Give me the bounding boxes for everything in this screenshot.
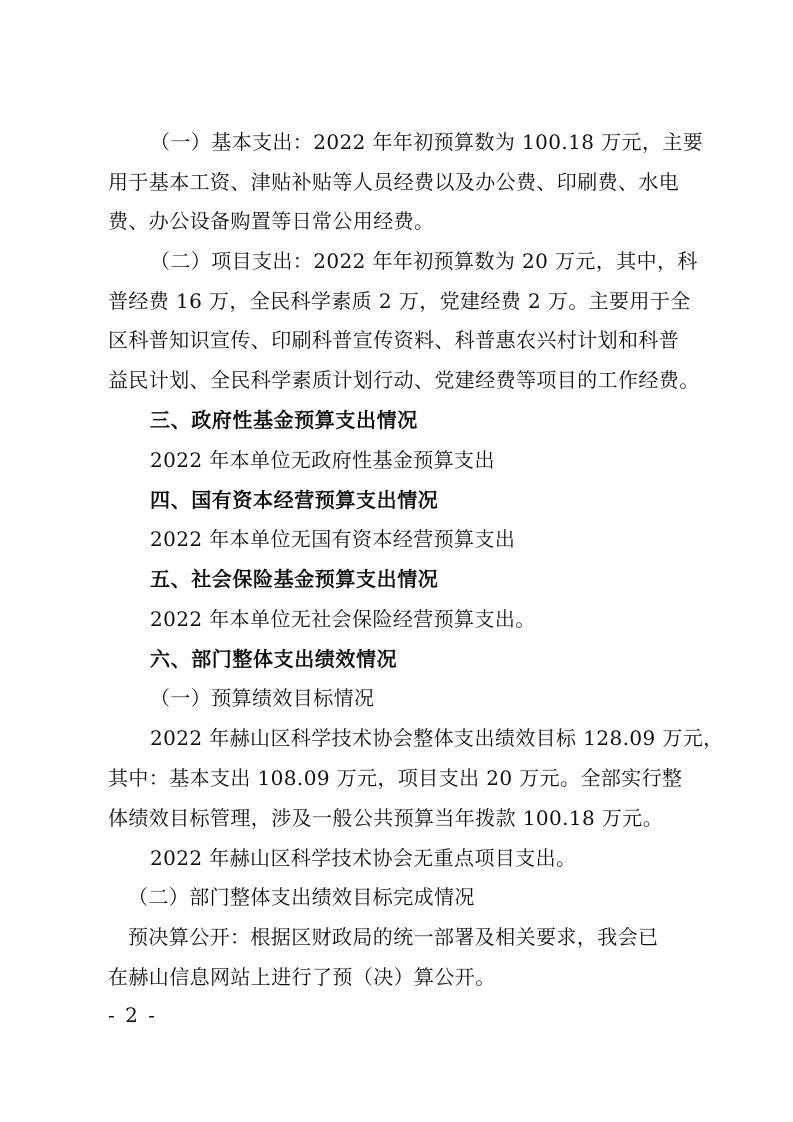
government-fund-text: 2022 年本单位无政府性基金预算支出 bbox=[150, 448, 495, 472]
subheading-performance-targets: （一）预算绩效目标情况 bbox=[150, 686, 375, 710]
subheading-target-completion: （二）部门整体支出绩效目标完成情况 bbox=[128, 885, 475, 909]
basic-expenditure-para-line-2: 用于基本工资、津贴补贴等人员经费以及办公费、印刷费、水电 bbox=[108, 170, 680, 194]
performance-targets-para-line-2: 其中：基本支出 108.09 万元，项目支出 20 万元。全部实行整 bbox=[108, 766, 683, 790]
basic-expenditure-para-line-3: 费、办公设备购置等日常公用经费。 bbox=[108, 209, 435, 233]
performance-targets-para-line-1: 2022 年赫山区科学技术协会整体支出绩效目标 128.09 万元， bbox=[150, 726, 724, 750]
page-number: - 2 - bbox=[108, 1003, 157, 1027]
section-heading-social-insurance: 五、社会保险基金预算支出情况 bbox=[150, 567, 439, 591]
budget-disclosure-para-line-2: 在赫山信息网站上进行了预（决）算公开。 bbox=[108, 965, 496, 989]
basic-expenditure-para-line-1: （一）基本支出：2022 年年初预算数为 100.18 万元，主要 bbox=[150, 130, 704, 154]
project-expenditure-para-line-1: （二）项目支出：2022 年年初预算数为 20 万元，其中，科 bbox=[150, 249, 698, 273]
section-heading-government-fund: 三、政府性基金预算支出情况 bbox=[150, 408, 418, 432]
key-project-text: 2022 年赫山区科学技术协会无重点项目支出。 bbox=[150, 846, 577, 870]
performance-targets-para-line-3: 体绩效目标管理，涉及一般公共预算当年拨款 100.18 万元。 bbox=[108, 806, 664, 830]
project-expenditure-para-line-3: 区科普知识宣传、印刷科普宣传资料、科普惠农兴村计划和科普 bbox=[108, 328, 680, 352]
budget-disclosure-para-line-1: 预决算公开：根据区财政局的统一部署及相关要求，我会已 bbox=[128, 925, 659, 949]
project-expenditure-para-line-2: 普经费 16 万，全民科学素质 2 万，党建经费 2 万。主要用于全 bbox=[108, 289, 691, 313]
section-heading-state-capital: 四、国有资本经营预算支出情况 bbox=[150, 488, 439, 512]
project-expenditure-para-line-4: 益民计划、全民科学素质计划行动、党建经费等项目的工作经费。 bbox=[108, 368, 700, 392]
social-insurance-text: 2022 年本单位无社会保险经营预算支出。 bbox=[150, 607, 536, 631]
section-heading-performance: 六、部门整体支出绩效情况 bbox=[150, 647, 398, 671]
state-capital-text: 2022 年本单位无国有资本经营预算支出 bbox=[150, 527, 516, 551]
